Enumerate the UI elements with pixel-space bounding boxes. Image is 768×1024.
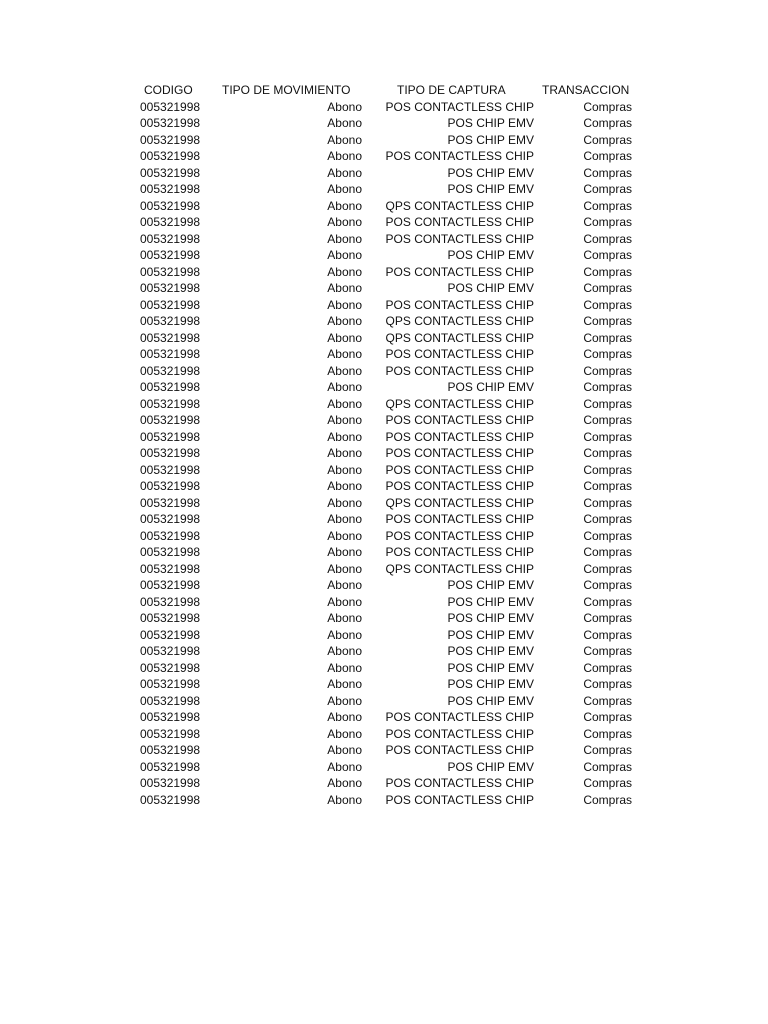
table-row <box>140 379 640 396</box>
cell-tipo-movimiento: Abono <box>327 116 362 130</box>
table-row <box>140 198 640 215</box>
table-row <box>140 478 640 495</box>
cell-tipo-captura: POS CONTACTLESS CHIP <box>385 99 534 114</box>
cell-tipo-movimiento: Abono <box>327 743 362 757</box>
cell-codigo: 005321998 <box>140 710 201 724</box>
table-row <box>140 676 640 693</box>
cell-tipo-movimiento: Abono <box>327 429 362 444</box>
table-row <box>140 247 640 264</box>
cell-tipo-captura: POS CHIP EMV <box>447 627 534 642</box>
cell-tipo-captura: POS CONTACTLESS CHIP <box>385 446 534 460</box>
table-header-row <box>140 82 640 99</box>
cell-tipo-movimiento: Abono <box>327 660 362 675</box>
cell-transaccion: Compras <box>583 759 632 774</box>
table-row <box>140 660 640 677</box>
cell-tipo-captura: POS CHIP EMV <box>447 380 534 394</box>
cell-tipo-movimiento: Abono <box>327 528 362 543</box>
cell-tipo-captura: POS CONTACTLESS CHIP <box>385 528 534 543</box>
cell-tipo-captura: POS CONTACTLESS CHIP <box>385 545 534 559</box>
cell-tipo-captura: POS CHIP EMV <box>447 248 534 262</box>
cell-tipo-movimiento: Abono <box>327 594 362 609</box>
cell-tipo-captura: POS CHIP EMV <box>447 759 534 774</box>
cell-tipo-captura: POS CONTACTLESS CHIP <box>385 149 534 163</box>
table-row <box>140 544 640 561</box>
table-row <box>140 577 640 594</box>
cell-tipo-captura: POS CONTACTLESS CHIP <box>385 231 534 246</box>
cell-tipo-movimiento: Abono <box>327 693 362 708</box>
transactions-table <box>140 82 640 808</box>
table-row <box>140 346 640 363</box>
table-row <box>140 511 640 528</box>
cell-tipo-captura: POS CHIP EMV <box>447 182 534 196</box>
table-row <box>140 775 640 792</box>
cell-tipo-movimiento: Abono <box>327 132 362 147</box>
cell-transaccion: Compras <box>583 726 632 741</box>
cell-codigo: 005321998 <box>140 264 201 279</box>
cell-tipo-movimiento: Abono <box>327 561 362 576</box>
cell-tipo-movimiento: Abono <box>327 264 362 279</box>
cell-tipo-captura: POS CONTACTLESS CHIP <box>385 347 534 361</box>
table-body <box>140 99 640 809</box>
cell-codigo: 005321998 <box>140 726 201 741</box>
table-row <box>140 627 640 644</box>
table-row <box>140 264 640 281</box>
cell-codigo: 005321998 <box>140 644 201 658</box>
cell-transaccion: Compras <box>583 264 632 279</box>
cell-codigo: 005321998 <box>140 248 201 262</box>
cell-transaccion: Compras <box>583 627 632 642</box>
cell-transaccion: Compras <box>583 561 632 576</box>
cell-transaccion: Compras <box>583 479 632 493</box>
cell-tipo-movimiento: Abono <box>327 792 362 807</box>
cell-tipo-captura: QPS CONTACTLESS CHIP <box>385 330 534 345</box>
cell-transaccion: Compras <box>583 495 632 510</box>
cell-tipo-captura: POS CHIP EMV <box>447 693 534 708</box>
cell-tipo-movimiento: Abono <box>327 644 362 658</box>
cell-transaccion: Compras <box>583 231 632 246</box>
cell-tipo-captura: POS CONTACTLESS CHIP <box>385 479 534 493</box>
cell-codigo: 005321998 <box>140 677 201 691</box>
cell-tipo-captura: POS CONTACTLESS CHIP <box>385 429 534 444</box>
cell-codigo: 005321998 <box>140 396 201 411</box>
table-row <box>140 610 640 627</box>
cell-tipo-movimiento: Abono <box>327 182 362 196</box>
table-row <box>140 759 640 776</box>
cell-codigo: 005321998 <box>140 363 201 378</box>
cell-transaccion: Compras <box>583 248 632 262</box>
cell-transaccion: Compras <box>583 743 632 757</box>
cell-codigo: 005321998 <box>140 495 201 510</box>
table-row <box>140 528 640 545</box>
cell-codigo: 005321998 <box>140 99 201 114</box>
cell-tipo-captura: POS CHIP EMV <box>447 132 534 147</box>
table-row <box>140 429 640 446</box>
cell-tipo-captura: POS CONTACTLESS CHIP <box>385 413 534 427</box>
cell-codigo: 005321998 <box>140 479 201 493</box>
cell-tipo-movimiento: Abono <box>327 231 362 246</box>
cell-codigo: 005321998 <box>140 330 201 345</box>
table-row <box>140 709 640 726</box>
cell-transaccion: Compras <box>583 594 632 609</box>
cell-transaccion: Compras <box>583 165 632 180</box>
cell-transaccion: Compras <box>583 693 632 708</box>
cell-transaccion: Compras <box>583 297 632 312</box>
header-tipo-captura: TIPO DE CAPTURA <box>397 83 506 97</box>
cell-tipo-captura: POS CHIP EMV <box>447 660 534 675</box>
cell-tipo-movimiento: Abono <box>327 215 362 229</box>
table-row <box>140 693 640 710</box>
cell-tipo-captura: POS CONTACTLESS CHIP <box>385 297 534 312</box>
header-transaccion: TRANSACCION <box>542 83 630 97</box>
cell-codigo: 005321998 <box>140 347 201 361</box>
cell-codigo: 005321998 <box>140 578 201 592</box>
cell-tipo-captura: POS CHIP EMV <box>447 644 534 658</box>
table-row <box>140 99 640 116</box>
cell-tipo-movimiento: Abono <box>327 627 362 642</box>
cell-tipo-movimiento: Abono <box>327 297 362 312</box>
cell-tipo-movimiento: Abono <box>327 149 362 163</box>
cell-codigo: 005321998 <box>140 149 201 163</box>
cell-transaccion: Compras <box>583 330 632 345</box>
cell-transaccion: Compras <box>583 132 632 147</box>
cell-codigo: 005321998 <box>140 512 201 526</box>
cell-tipo-captura: POS CONTACTLESS CHIP <box>385 215 534 229</box>
cell-tipo-captura: POS CHIP EMV <box>447 677 534 691</box>
cell-tipo-captura: POS CONTACTLESS CHIP <box>385 710 534 724</box>
cell-transaccion: Compras <box>583 380 632 394</box>
cell-tipo-movimiento: Abono <box>327 314 362 328</box>
cell-codigo: 005321998 <box>140 693 201 708</box>
cell-tipo-movimiento: Abono <box>327 446 362 460</box>
table-row <box>140 132 640 149</box>
cell-transaccion: Compras <box>583 462 632 477</box>
table-row <box>140 231 640 248</box>
cell-transaccion: Compras <box>583 528 632 543</box>
cell-codigo: 005321998 <box>140 611 201 625</box>
table-row <box>140 726 640 743</box>
cell-transaccion: Compras <box>583 215 632 229</box>
cell-tipo-captura: POS CONTACTLESS CHIP <box>385 792 534 807</box>
cell-tipo-movimiento: Abono <box>327 710 362 724</box>
cell-transaccion: Compras <box>583 314 632 328</box>
cell-tipo-movimiento: Abono <box>327 776 362 790</box>
cell-transaccion: Compras <box>583 396 632 411</box>
table-row <box>140 742 640 759</box>
cell-tipo-movimiento: Abono <box>327 281 362 295</box>
cell-codigo: 005321998 <box>140 743 201 757</box>
cell-codigo: 005321998 <box>140 380 201 394</box>
table-row <box>140 214 640 231</box>
cell-codigo: 005321998 <box>140 776 201 790</box>
cell-codigo: 005321998 <box>140 231 201 246</box>
cell-transaccion: Compras <box>583 710 632 724</box>
cell-tipo-captura: QPS CONTACTLESS CHIP <box>385 396 534 411</box>
table-row <box>140 561 640 578</box>
table-row <box>140 165 640 182</box>
cell-transaccion: Compras <box>583 660 632 675</box>
cell-tipo-movimiento: Abono <box>327 347 362 361</box>
cell-tipo-movimiento: Abono <box>327 545 362 559</box>
cell-tipo-movimiento: Abono <box>327 99 362 114</box>
cell-tipo-captura: POS CHIP EMV <box>447 578 534 592</box>
cell-tipo-movimiento: Abono <box>327 495 362 510</box>
cell-tipo-movimiento: Abono <box>327 611 362 625</box>
table-row <box>140 445 640 462</box>
cell-tipo-movimiento: Abono <box>327 198 362 213</box>
cell-tipo-captura: POS CONTACTLESS CHIP <box>385 743 534 757</box>
cell-transaccion: Compras <box>583 99 632 114</box>
table-row <box>140 363 640 380</box>
cell-tipo-captura: POS CHIP EMV <box>447 611 534 625</box>
cell-tipo-captura: POS CHIP EMV <box>447 116 534 130</box>
table-row <box>140 495 640 512</box>
cell-tipo-movimiento: Abono <box>327 462 362 477</box>
cell-transaccion: Compras <box>583 792 632 807</box>
table-row <box>140 396 640 413</box>
cell-tipo-captura: POS CONTACTLESS CHIP <box>385 776 534 790</box>
cell-codigo: 005321998 <box>140 429 201 444</box>
cell-transaccion: Compras <box>583 578 632 592</box>
cell-codigo: 005321998 <box>140 198 201 213</box>
cell-codigo: 005321998 <box>140 528 201 543</box>
cell-codigo: 005321998 <box>140 545 201 559</box>
cell-transaccion: Compras <box>583 347 632 361</box>
header-codigo: CODIGO <box>144 83 193 97</box>
cell-tipo-captura: POS CHIP EMV <box>447 165 534 180</box>
cell-tipo-movimiento: Abono <box>327 330 362 345</box>
table-row <box>140 148 640 165</box>
cell-transaccion: Compras <box>583 429 632 444</box>
table-row <box>140 462 640 479</box>
cell-codigo: 005321998 <box>140 446 201 460</box>
cell-transaccion: Compras <box>583 182 632 196</box>
cell-transaccion: Compras <box>583 446 632 460</box>
cell-tipo-captura: POS CONTACTLESS CHIP <box>385 264 534 279</box>
cell-transaccion: Compras <box>583 116 632 130</box>
cell-codigo: 005321998 <box>140 297 201 312</box>
cell-codigo: 005321998 <box>140 215 201 229</box>
cell-tipo-movimiento: Abono <box>327 759 362 774</box>
cell-tipo-captura: POS CONTACTLESS CHIP <box>385 726 534 741</box>
cell-transaccion: Compras <box>583 776 632 790</box>
cell-transaccion: Compras <box>583 644 632 658</box>
cell-tipo-captura: QPS CONTACTLESS CHIP <box>385 314 534 328</box>
cell-tipo-captura: QPS CONTACTLESS CHIP <box>385 495 534 510</box>
cell-transaccion: Compras <box>583 198 632 213</box>
cell-tipo-movimiento: Abono <box>327 165 362 180</box>
cell-codigo: 005321998 <box>140 116 201 130</box>
cell-tipo-movimiento: Abono <box>327 396 362 411</box>
cell-transaccion: Compras <box>583 363 632 378</box>
cell-tipo-movimiento: Abono <box>327 363 362 378</box>
table-row <box>140 313 640 330</box>
cell-codigo: 005321998 <box>140 792 201 807</box>
cell-tipo-movimiento: Abono <box>327 578 362 592</box>
cell-codigo: 005321998 <box>140 462 201 477</box>
table-row <box>140 115 640 132</box>
cell-tipo-captura: POS CHIP EMV <box>447 281 534 295</box>
cell-transaccion: Compras <box>583 281 632 295</box>
cell-transaccion: Compras <box>583 611 632 625</box>
cell-tipo-captura: QPS CONTACTLESS CHIP <box>385 561 534 576</box>
cell-codigo: 005321998 <box>140 561 201 576</box>
cell-tipo-movimiento: Abono <box>327 248 362 262</box>
cell-transaccion: Compras <box>583 545 632 559</box>
cell-tipo-movimiento: Abono <box>327 380 362 394</box>
cell-tipo-movimiento: Abono <box>327 413 362 427</box>
header-tipo-movimiento: TIPO DE MOVIMIENTO <box>222 83 351 97</box>
cell-codigo: 005321998 <box>140 281 201 295</box>
cell-tipo-captura: POS CONTACTLESS CHIP <box>385 512 534 526</box>
cell-transaccion: Compras <box>583 512 632 526</box>
table-row <box>140 412 640 429</box>
cell-codigo: 005321998 <box>140 314 201 328</box>
cell-codigo: 005321998 <box>140 413 201 427</box>
cell-tipo-movimiento: Abono <box>327 512 362 526</box>
cell-tipo-captura: POS CONTACTLESS CHIP <box>385 363 534 378</box>
cell-codigo: 005321998 <box>140 182 201 196</box>
cell-codigo: 005321998 <box>140 627 201 642</box>
cell-tipo-captura: POS CONTACTLESS CHIP <box>385 462 534 477</box>
cell-transaccion: Compras <box>583 413 632 427</box>
table-row <box>140 181 640 198</box>
cell-codigo: 005321998 <box>140 759 201 774</box>
table-row <box>140 594 640 611</box>
cell-codigo: 005321998 <box>140 165 201 180</box>
cell-tipo-captura: QPS CONTACTLESS CHIP <box>385 198 534 213</box>
cell-tipo-captura: POS CHIP EMV <box>447 594 534 609</box>
cell-codigo: 005321998 <box>140 132 201 147</box>
cell-codigo: 005321998 <box>140 594 201 609</box>
table-row <box>140 280 640 297</box>
cell-transaccion: Compras <box>583 677 632 691</box>
cell-codigo: 005321998 <box>140 660 201 675</box>
table-row <box>140 297 640 314</box>
table-row <box>140 330 640 347</box>
cell-tipo-movimiento: Abono <box>327 677 362 691</box>
table-row <box>140 792 640 809</box>
table-row <box>140 643 640 660</box>
cell-transaccion: Compras <box>583 149 632 163</box>
cell-tipo-movimiento: Abono <box>327 479 362 493</box>
cell-tipo-movimiento: Abono <box>327 726 362 741</box>
